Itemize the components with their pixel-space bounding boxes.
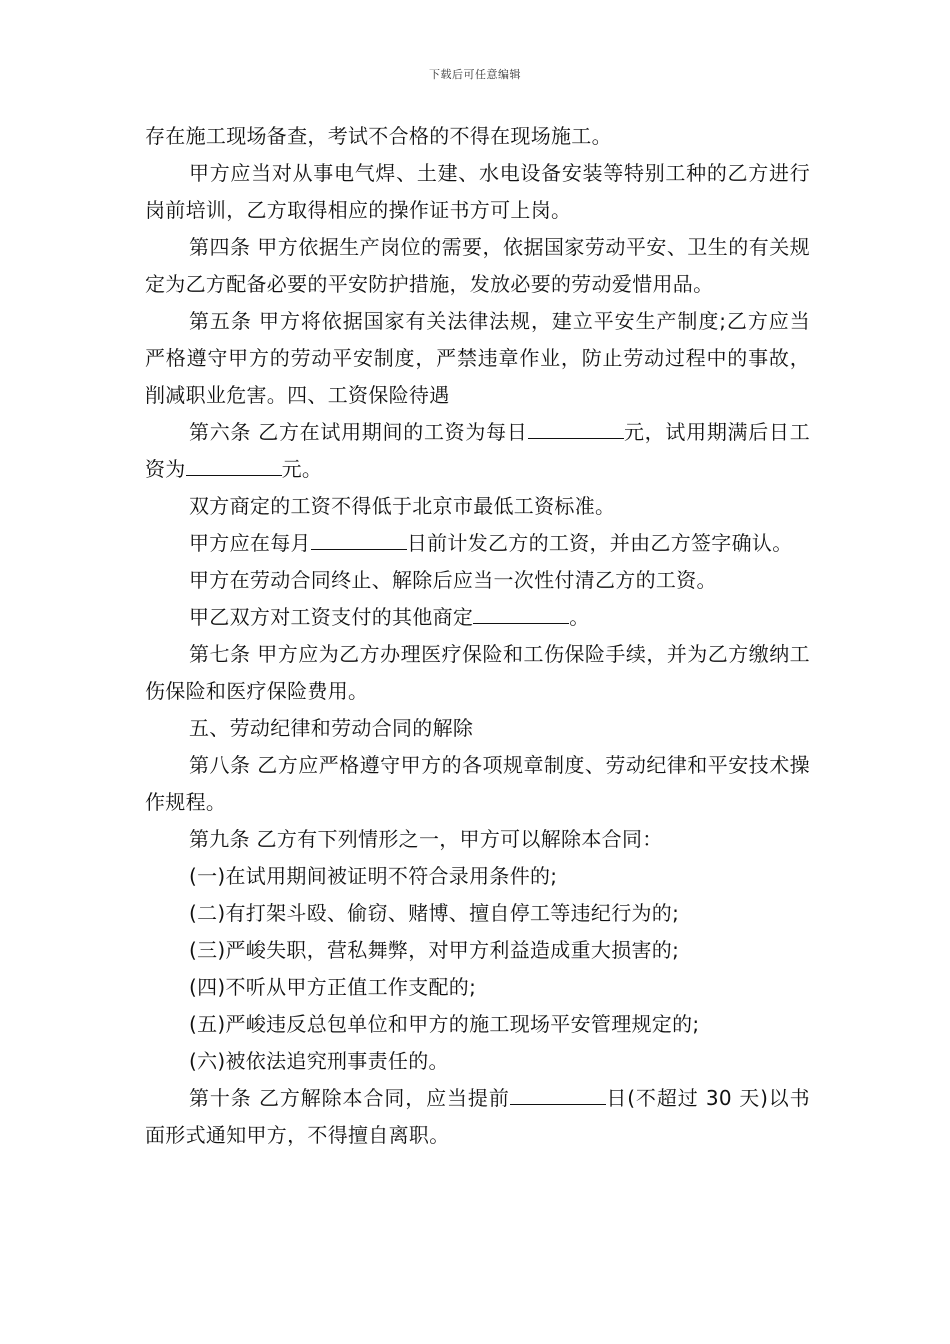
paragraph bbox=[145, 488, 810, 525]
paragraph bbox=[145, 303, 810, 414]
paragraph bbox=[145, 155, 810, 229]
paragraph-text: (四)不听从甲方正值工作支配的; bbox=[189, 975, 477, 999]
fill-in-blank bbox=[473, 605, 569, 624]
paragraph-text: 第八条 乙方应严格遵守甲方的各项规章制度、劳动纪律和平安技术操作规程。 bbox=[145, 753, 810, 814]
paragraph-text: 第七条 甲方应为乙方办理医疗保险和工伤保险手续，并为乙方缴纳工伤保险和医疗保险费用。 bbox=[145, 642, 810, 703]
paragraph-text: (三)严峻失职，营私舞弊，对甲方利益造成重大损害的; bbox=[189, 938, 680, 962]
paragraph bbox=[145, 562, 810, 599]
paragraph bbox=[145, 636, 810, 710]
paragraph-text: 第十条 乙方解除本合同，应当提前 bbox=[189, 1086, 510, 1110]
paragraph-text: 五、劳动纪律和劳动合同的解除 bbox=[189, 716, 474, 740]
paragraph bbox=[145, 414, 810, 488]
paragraph-text: (六)被依法追究刑事责任的。 bbox=[189, 1049, 449, 1073]
paragraph-text: (二)有打架斗殴、偷窃、赌博、擅自停工等违纪行为的; bbox=[189, 901, 680, 925]
paragraph-text: (五)严峻违反总包单位和甲方的施工现场平安管理规定的; bbox=[189, 1012, 700, 1036]
paragraph bbox=[145, 1043, 810, 1080]
paragraph bbox=[145, 821, 810, 858]
paragraph-text: 。 bbox=[569, 605, 590, 629]
paragraph-text: 存在施工现场备查，考试不合格的不得在现场施工。 bbox=[145, 124, 612, 148]
paragraph-text: 第五条 甲方将依据国家有关法律法规，建立平安生产制度;乙方应当严格遵守甲方的劳动平安制度，严禁违章作业，防止劳动过程中的事故，削减职业危害。四、工资保险待遇 bbox=[145, 309, 810, 407]
paragraph bbox=[145, 118, 810, 155]
paragraph-text: 甲方应在每月 bbox=[189, 531, 311, 555]
fill-in-blank bbox=[528, 420, 624, 439]
fill-in-blank bbox=[311, 531, 407, 550]
paragraph-text: (一)在试用期间被证明不符合录用条件的; bbox=[189, 864, 558, 888]
fill-in-blank bbox=[186, 457, 282, 476]
document-body bbox=[145, 118, 810, 1154]
fill-in-blank bbox=[510, 1086, 606, 1105]
paragraph bbox=[145, 858, 810, 895]
paragraph bbox=[145, 599, 810, 636]
page-header: 下载后可任意编辑 bbox=[429, 68, 521, 81]
paragraph bbox=[145, 1080, 810, 1154]
paragraph-text: 日前计发乙方的工资，并由乙方签字确认。 bbox=[406, 531, 793, 555]
paragraph-text: 日(不超过 30 天)以书面形式通知甲方，不得擅自离职。 bbox=[145, 1086, 810, 1147]
paragraph bbox=[145, 710, 810, 747]
paragraph-text: 第四条 甲方依据生产岗位的需要，依据国家劳动平安、卫生的有关规定为乙方配备必要的平安防护措施，发放必要的劳动爱惜用品。 bbox=[145, 235, 810, 296]
paragraph-text: 元，试用期满后日工资为 bbox=[145, 420, 810, 481]
paragraph-text: 双方商定的工资不得低于北京市最低工资标准。 bbox=[189, 494, 616, 518]
paragraph bbox=[145, 1006, 810, 1043]
paragraph-text: 甲乙双方对工资支付的其他商定 bbox=[189, 605, 474, 629]
paragraph-text: 第六条 乙方在试用期间的工资为每日 bbox=[189, 420, 528, 444]
paragraph bbox=[145, 229, 810, 303]
paragraph-text: 元。 bbox=[281, 457, 323, 481]
paragraph-text: 第九条 乙方有下列情形之一，甲方可以解除本合同： bbox=[189, 827, 663, 851]
paragraph-text: 甲方应当对从事电气焊、土建、水电设备安装等特别工种的乙方进行岗前培训，乙方取得相应的操作证书方可上岗。 bbox=[145, 161, 810, 222]
paragraph bbox=[145, 895, 810, 932]
paragraph bbox=[145, 525, 810, 562]
paragraph-text: 甲方在劳动合同终止、解除后应当一次性付清乙方的工资。 bbox=[189, 568, 717, 592]
paragraph bbox=[145, 747, 810, 821]
paragraph bbox=[145, 932, 810, 969]
paragraph bbox=[145, 969, 810, 1006]
